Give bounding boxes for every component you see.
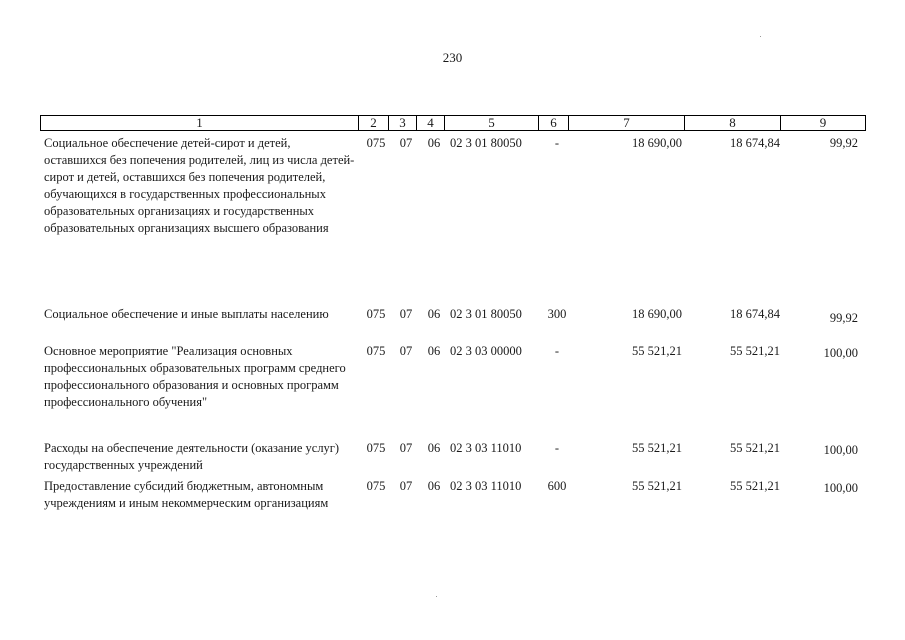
row-planned-amount: 55 521,21 [632, 344, 682, 358]
row-planned-amount: 18 690,00 [632, 136, 682, 150]
row-expense-type: 600 [547, 479, 567, 493]
row-subsection-code: 06 [427, 441, 441, 455]
row-ministry-code: 075 [366, 344, 386, 358]
row-target-code: 02 3 01 80050 [450, 136, 522, 150]
row-ministry-code: 075 [366, 479, 386, 493]
row-ministry-code: 075 [366, 307, 386, 321]
row-subsection-code: 06 [427, 136, 441, 150]
header-col-2: 2 [359, 116, 389, 130]
row-actual-amount: 55 521,21 [730, 344, 780, 358]
row-target-code: 02 3 03 11010 [450, 479, 522, 493]
row-actual-amount: 55 521,21 [730, 441, 780, 455]
header-col-3: 3 [389, 116, 417, 130]
header-col-8: 8 [685, 116, 781, 130]
row-actual-amount: 55 521,21 [730, 479, 780, 493]
row-name: Расходы на обеспечение деятельности (оказание услуг) государственных учреждений [44, 441, 340, 472]
row-percent: 100,00 [823, 346, 858, 360]
row-expense-type: - [554, 441, 560, 455]
row-section-code: 07 [399, 136, 413, 150]
scan-speck [436, 596, 437, 597]
row-name: Социальное обеспечение детей-сирот и детей, оставшихся без попечения родителей, лиц из числа детей-сирот и детей, оставшихся без попечения родителей, обучающихся в государственных профессиональных образовательных организациях и государственных образовательных организациях высшего образования [44, 136, 355, 235]
row-name: Основное мероприятие "Реализация основных профессиональных образовательных программ среднего профессионального образования и основных программ профессионального обучения" [44, 344, 346, 409]
scan-speck [760, 36, 761, 37]
row-subsection-code: 06 [427, 344, 441, 358]
row-target-code: 02 3 01 80050 [450, 307, 522, 321]
row-expense-type: - [554, 344, 560, 358]
row-percent: 100,00 [823, 481, 858, 495]
header-col-1: 1 [41, 116, 359, 130]
row-actual-amount: 18 674,84 [730, 307, 780, 321]
row-actual-amount: 18 674,84 [730, 136, 780, 150]
row-target-code: 02 3 03 11010 [450, 441, 522, 455]
row-planned-amount: 18 690,00 [632, 307, 682, 321]
row-section-code: 07 [399, 344, 413, 358]
header-col-9: 9 [819, 115, 827, 130]
row-subsection-code: 06 [427, 307, 441, 321]
header-col-6: 6 [539, 116, 569, 130]
row-percent: 100,00 [823, 443, 858, 457]
row-section-code: 07 [399, 307, 413, 321]
row-target-code: 02 3 03 00000 [450, 344, 522, 358]
row-name: Предоставление субсидий бюджетным, автономным учреждениям и иным некоммерческим организациям [44, 479, 329, 510]
row-subsection-code: 06 [427, 479, 441, 493]
row-expense-type: - [554, 136, 560, 150]
header-col-7: 7 [569, 116, 685, 130]
row-percent: 99,92 [829, 136, 858, 150]
page-number: 230 [442, 50, 463, 65]
header-col-4: 4 [417, 116, 445, 130]
row-percent: 99,92 [829, 311, 858, 325]
row-name: Социальное обеспечение и иные выплаты населению [44, 307, 329, 321]
header-col-5: 5 [445, 116, 539, 130]
row-ministry-code: 075 [366, 136, 386, 150]
row-section-code: 07 [399, 479, 413, 493]
table-header [40, 115, 866, 131]
row-planned-amount: 55 521,21 [632, 479, 682, 493]
row-section-code: 07 [399, 441, 413, 455]
row-planned-amount: 55 521,21 [632, 441, 682, 455]
row-ministry-code: 075 [366, 441, 386, 455]
row-expense-type: 300 [547, 307, 567, 321]
